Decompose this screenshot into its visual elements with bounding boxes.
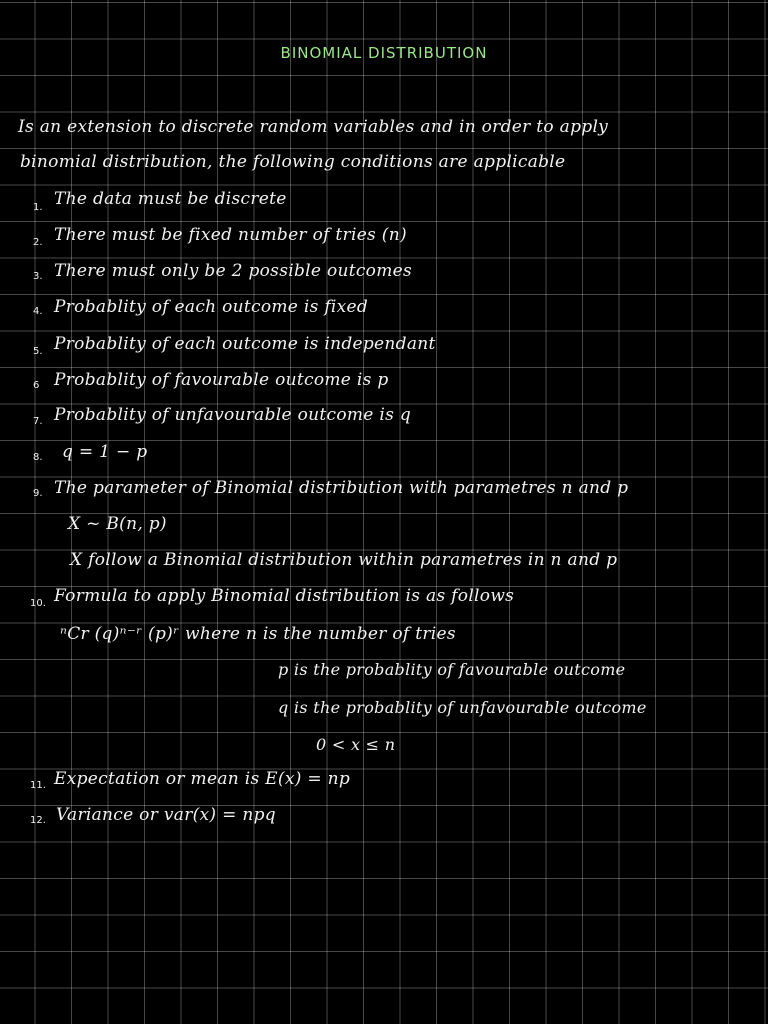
x-range: 0 < x ≤ n xyxy=(316,735,396,754)
intro-line-2: binomial distribution, the following conditions are applicable xyxy=(20,152,566,172)
parameter-text: The parameter of Binomial distribution with parametres n and p xyxy=(54,478,629,498)
formula-q: q = 1 − p xyxy=(62,442,148,462)
item-number: 12. xyxy=(30,815,46,826)
item-number: 3. xyxy=(33,271,43,282)
item-number: 5. xyxy=(33,346,43,357)
formula-intro: Formula to apply Binomial distribution is as follows xyxy=(54,586,515,606)
item-number: 10. xyxy=(30,598,46,609)
distribution-notation: X ~ B(n, p) xyxy=(68,514,167,534)
definition-p: p is the probablity of favourable outcome xyxy=(278,660,626,679)
item-number: 4. xyxy=(33,306,43,317)
condition-text: Probablity of favourable outcome is p xyxy=(54,370,389,390)
item-number: 6 xyxy=(33,380,40,391)
item-number: 11. xyxy=(30,780,46,791)
condition-text: Probablity of each outcome is independant xyxy=(54,334,436,354)
page-title: BINOMIAL DISTRIBUTION xyxy=(280,44,488,62)
distribution-explanation: X follow a Binomial distribution within parametres in n and p xyxy=(70,550,618,570)
condition-text: Probablity of each outcome is fixed xyxy=(54,297,369,317)
condition-text: The data must be discrete xyxy=(54,189,287,209)
item-number: 8. xyxy=(33,452,43,463)
expectation-text: Expectation or mean is E(x) = np xyxy=(54,769,351,789)
item-number: 7. xyxy=(33,416,43,427)
condition-text: Probablity of unfavourable outcome is q xyxy=(54,405,412,425)
condition-text: There must only be 2 possible outcomes xyxy=(54,261,413,281)
item-number: 1. xyxy=(33,202,43,213)
intro-line-1: Is an extension to discrete random variables and in order to apply xyxy=(18,117,609,137)
binomial-formula: ⁿCr (q)ⁿ⁻ʳ (p)ʳ where n is the number of tries xyxy=(60,624,456,644)
condition-text: There must be fixed number of tries (n) xyxy=(54,225,407,245)
item-number: 2. xyxy=(33,237,43,248)
variance-text: Variance or var(x) = npq xyxy=(56,805,276,825)
definition-q: q is the probablity of unfavourable outcome xyxy=(278,698,647,717)
item-number: 9. xyxy=(33,488,43,499)
